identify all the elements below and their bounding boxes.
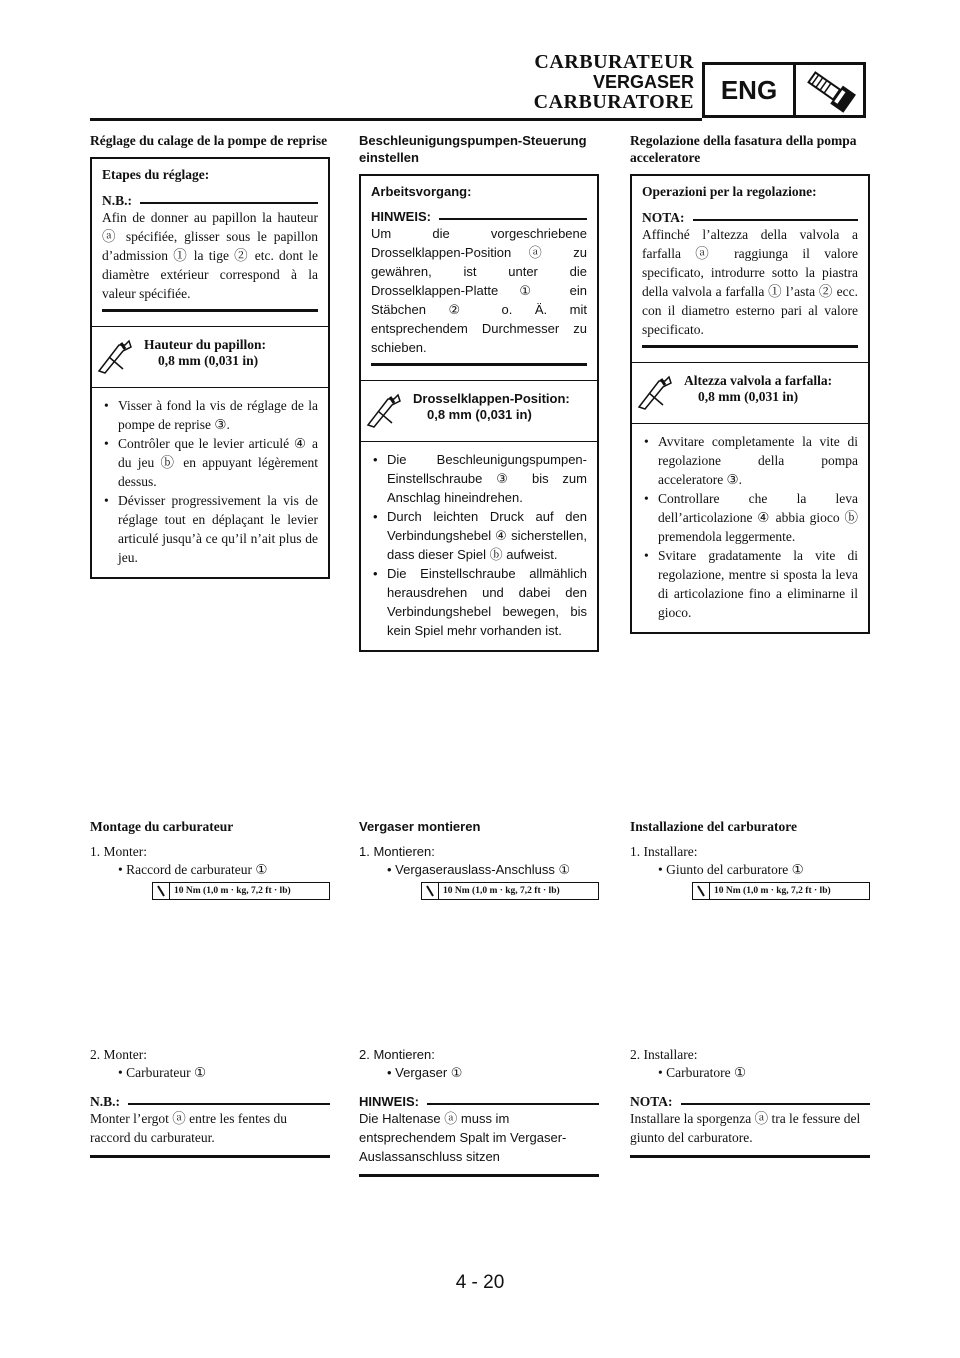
- note-heading: [102, 193, 318, 208]
- install-section-fr: [90, 818, 330, 900]
- note-heading: [90, 1094, 330, 1109]
- note-text: Um die vorgeschriebene Drosselklappen-Position ⓐ zu gewähren, ist unter die Drosselklappen-Platte ① ein Stäbchen ② o. Ä. mit entsprechendem Durchmesser zu schieben.: [371, 226, 587, 355]
- list-item: • Contrôler que le levier articulé ④ a du jeu ⓑ en appuyant légèrement dessus.: [102, 434, 318, 491]
- spec-title: Altezza valvola a farfalla:: [684, 373, 833, 388]
- install-step-1: 1. Monter:: [90, 844, 147, 859]
- box-heading: Operazioni per la regolazione:: [642, 184, 817, 199]
- list-item: • Dévisser progressivement la vis de réglage tout en déplaçant le levier articulé jusqu’à ce qu’il n’ait plus de jeu.: [102, 491, 318, 567]
- note-heading: [371, 209, 587, 224]
- header-rule: [90, 118, 702, 121]
- install-section-it: [630, 818, 870, 900]
- install-step-2: 2. Montieren:: [359, 1047, 435, 1062]
- note-label: NOTA:: [630, 1094, 673, 1109]
- header-titles: [534, 52, 694, 112]
- caliper-icon: [92, 337, 138, 377]
- page-number: 4 - 20: [455, 1272, 505, 1293]
- box-heading: Etapes du réglage:: [102, 167, 210, 182]
- note-heading: [630, 1094, 870, 1109]
- procedure-box: [359, 174, 599, 652]
- column-german: [359, 132, 599, 652]
- torque-spec: [152, 882, 330, 900]
- torque-wrench-icon: [153, 883, 170, 899]
- box-heading: Arbeitsvorgang:: [371, 184, 472, 199]
- note-label: HINWEIS:: [371, 209, 431, 224]
- install-title: Vergaser montieren: [359, 819, 481, 834]
- caliper-icon: [632, 373, 678, 413]
- install-step-1-item: • Giunto del carburatore ①: [658, 862, 804, 877]
- note-heading: [642, 210, 858, 225]
- list-item: • Durch leichten Druck auf den Verbindungshebel ④ sicherstellen, dass dieser Spiel ⓑ aufweist.: [371, 507, 587, 564]
- install-step-2: 2. Installare:: [630, 1047, 698, 1062]
- section-title: Beschleunigungspumpen-Steuerung einstellen: [359, 133, 587, 165]
- note-text: Monter l’ergot ⓐ entre les fentes du raccord du carburateur.: [90, 1111, 287, 1145]
- spec-value: 0,8 mm (0,031 in): [427, 407, 532, 422]
- list-item: • Visser à fond la vis de réglage de la pompe de reprise ③.: [102, 396, 318, 434]
- section-badge: [702, 62, 866, 118]
- list-item: • Avvitare completamente la vite di regolazione della pompa acceleratore ③.: [642, 432, 858, 489]
- list-item: • Svitare gradatamente la vite di regolazione, mentre si sposta la leva di articolazione fino a eliminarne il gioco.: [642, 546, 858, 622]
- procedure-box: [90, 157, 330, 579]
- install-step-2-de: [359, 1046, 599, 1177]
- section-title: Réglage du calage de la pompe de reprise: [90, 133, 328, 148]
- column-french: [90, 132, 330, 579]
- header-title-de: VERGASER: [592, 72, 694, 92]
- torque-value: 10 Nm (1,0 m · kg, 7,2 ft · lb): [714, 886, 831, 896]
- caliper-icon: [361, 391, 407, 431]
- note-label: HINWEIS:: [359, 1094, 419, 1109]
- list-item: • Die Einstellschraube allmählich herausdrehen und dabei den Verbindungshebel bewegen, bis kein Spiel mehr vorhanden ist.: [371, 564, 587, 640]
- note-text: Afin de donner au papillon la hauteur ⓐ spécifiée, glisser sous le papillon d’admission ① la tige ② etc. dont le diamètre extérieur correspond à la valeur spécifiée.: [102, 210, 318, 301]
- steps-list: [92, 388, 328, 577]
- torque-value: 10 Nm (1,0 m · kg, 7,2 ft · lb): [174, 886, 291, 896]
- engine-icon: [796, 65, 863, 115]
- torque-spec: [692, 882, 870, 900]
- spec-value: 0,8 mm (0,031 in): [158, 353, 259, 368]
- install-section-de: [359, 818, 599, 900]
- note-text: Affinché l’altezza della valvola a farfalla ⓐ raggiunga il valore specificato, introdurre sotto la piastra della valvola a farfalla ① l’asta ② ecc. con il diametro esterno pari al valore specificato.: [642, 227, 858, 337]
- column-italian: [630, 132, 870, 634]
- steps-list: [632, 424, 868, 632]
- install-step-1-item: • Vergaserauslass-Anschluss ①: [387, 862, 571, 877]
- torque-wrench-icon: [422, 883, 439, 899]
- steps-list: [361, 442, 597, 650]
- note-text: Die Haltenase ⓐ muss im entsprechendem Spalt im Vergaser-Auslassanschluss sitzen: [359, 1111, 567, 1164]
- install-step-2-fr: [90, 1046, 330, 1158]
- spec-title: Hauteur du papillon:: [144, 337, 267, 352]
- install-step-1: 1. Montieren:: [359, 844, 435, 859]
- install-step-2-item: • Carburateur ①: [118, 1065, 207, 1080]
- list-item: • Controllare che la leva dell’articolazione ④ abbia gioco ⓑ premendola leggermente.: [642, 489, 858, 546]
- note-heading: [359, 1094, 599, 1109]
- install-title: Installazione del carburatore: [630, 819, 797, 834]
- torque-spec: [421, 882, 599, 900]
- header-title-fr: CARBURATEUR: [534, 51, 694, 73]
- install-title: Montage du carburateur: [90, 819, 234, 834]
- note-label: NOTA:: [642, 210, 685, 225]
- spec-title: Drosselklappen-Position:: [413, 391, 570, 406]
- torque-value: 10 Nm (1,0 m · kg, 7,2 ft · lb): [443, 886, 560, 896]
- install-step-2-item: • Carburatore ①: [658, 1065, 747, 1080]
- spec-row: [361, 380, 597, 442]
- install-step-2-item: • Vergaser ①: [387, 1065, 463, 1080]
- list-item: • Die Beschleunigungspumpen-Einstellschraube ③ bis zum Anschlag hineindrehen.: [371, 450, 587, 507]
- install-step-1-item: • Raccord de carburateur ①: [118, 862, 268, 877]
- spec-row: [92, 326, 328, 388]
- install-step-1: 1. Installare:: [630, 844, 698, 859]
- note-label: N.B.:: [90, 1094, 120, 1109]
- spec-row: [632, 362, 868, 424]
- torque-wrench-icon: [693, 883, 710, 899]
- procedure-box: [630, 174, 870, 634]
- note-label: N.B.:: [102, 193, 132, 208]
- install-step-2: 2. Monter:: [90, 1047, 147, 1062]
- spec-value: 0,8 mm (0,031 in): [698, 389, 799, 404]
- install-step-2-it: [630, 1046, 870, 1158]
- section-badge-label: ENG: [705, 65, 796, 115]
- section-title: Regolazione della fasatura della pompa acceleratore: [630, 133, 857, 165]
- note-text: Installare la sporgenza ⓐ tra le fessure del giunto del carburatore.: [630, 1111, 861, 1145]
- header-title-it: CARBURATORE: [533, 91, 694, 113]
